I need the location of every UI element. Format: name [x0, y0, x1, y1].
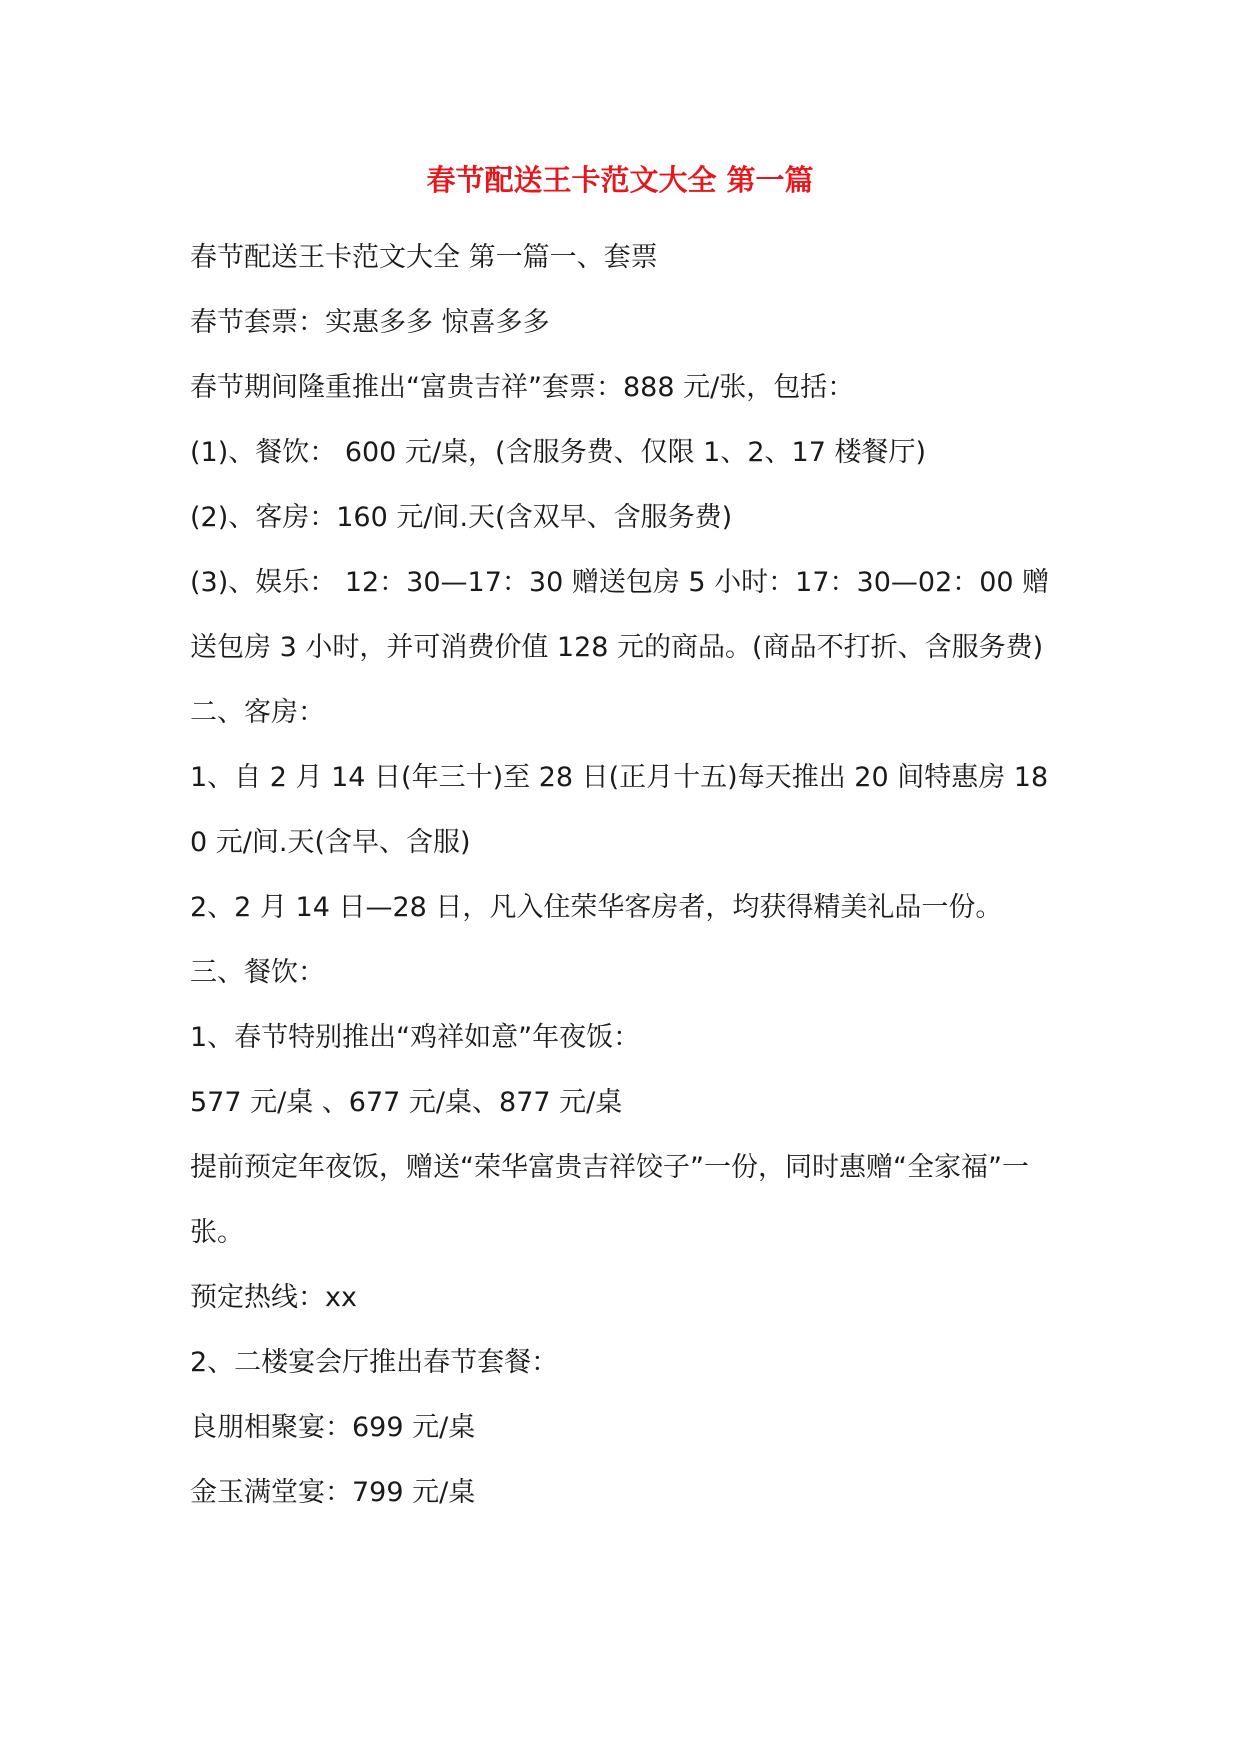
- paragraph-package-dining: (1)、餐饮： 600 元/桌，(含服务费、仅限 1、2、17 楼餐厅): [190, 437, 926, 468]
- paragraph-section-three-heading: 三、餐饮：: [190, 957, 325, 988]
- paragraph-rooms-offer-one: 1、自 2 月 14 日(年三十)至 28 日(正月十五)每天推出 20 间特惠房 180 元/间.天(含早、含服): [190, 762, 1049, 858]
- paragraph-dinner-prices: 577 元/桌 、677 元/桌、877 元/桌: [190, 1087, 623, 1118]
- paragraph-banquet-hall: 2、二楼宴会厅推出春节套餐：: [190, 1347, 559, 1378]
- paragraph-package-rooms: (2)、客房：160 元/间.天(含双早、含服务费): [190, 502, 733, 533]
- paragraph-package-entertainment: (3)、娱乐： 12：30—17：30 赠送包房 5 小时：17：30—02：00 赠送包房 3 小时，并可消费价值 128 元的商品。(商品不打折、含服务费): [190, 567, 1050, 663]
- paragraph-banquet-friends: 良朋相聚宴：699 元/桌: [190, 1412, 476, 1443]
- paragraph-package-slogan: 春节套票：实惠多多 惊喜多多: [190, 307, 550, 338]
- paragraph-banquet-golden: 金玉满堂宴：799 元/桌: [190, 1477, 476, 1508]
- paragraph-rooms-offer-two: 2、2 月 14 日—28 日，凡入住荣华客房者，均获得精美礼品一份。: [190, 892, 1003, 923]
- document-title: 春节配送王卡范文大全 第一篇: [426, 163, 814, 197]
- paragraph-section-one-heading: 春节配送王卡范文大全 第一篇一、套票: [190, 242, 658, 273]
- paragraph-booking-hotline: 预定热线：xx: [190, 1282, 357, 1313]
- paragraph-new-year-dinner: 1、春节特别推出“鸡祥如意”年夜饭：: [190, 1022, 641, 1053]
- paragraph-package-intro: 春节期间隆重推出“富贵吉祥”套票：888 元/张，包括：: [190, 372, 855, 403]
- document-body: [190, 225, 1060, 1525]
- paragraph-section-two-heading: 二、客房：: [190, 697, 325, 728]
- paragraph-dinner-bonus: 提前预定年夜饭，赠送“荣华富贵吉祥饺子”一份，同时惠赠“全家福”一张。: [190, 1152, 1029, 1248]
